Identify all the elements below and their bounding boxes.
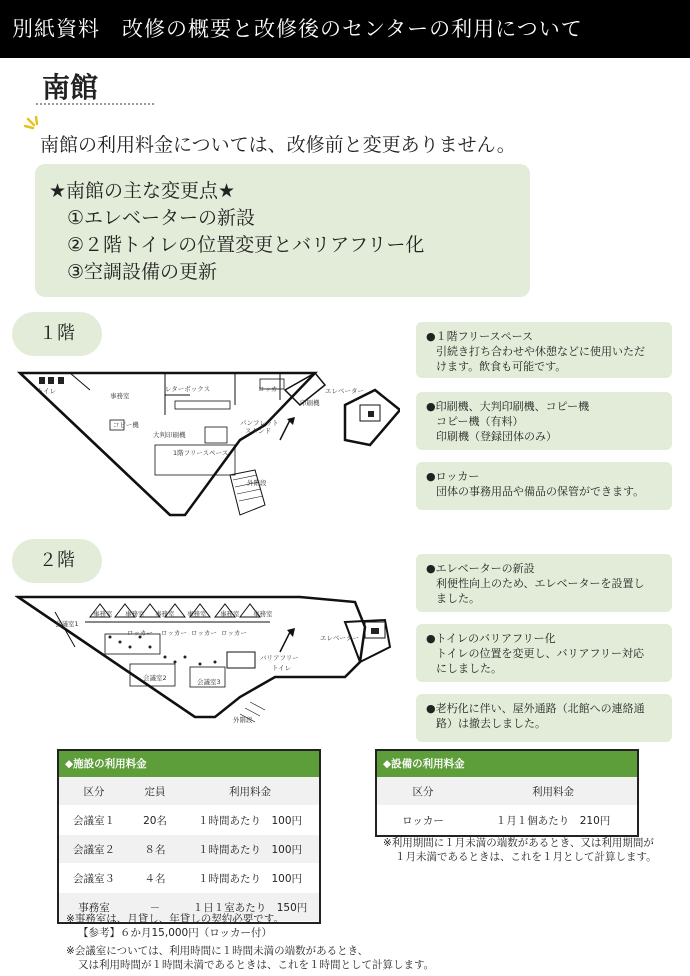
plan-label-free-space: 1階フリースペース xyxy=(173,449,229,457)
plan-label-office: 事務室 xyxy=(253,610,273,618)
equipment-fee-title: ◆設備の利用料金 xyxy=(377,751,637,777)
plan-label-bf-toilet: トイレ xyxy=(272,664,292,672)
document-header: 別紙資料 改修の概要と改修後のセンターの利用について xyxy=(0,0,690,58)
plan-label-pamphlet: パンフレット xyxy=(240,419,279,427)
plan-label-locker: ロッカー xyxy=(191,629,217,637)
table-cell: 会議室３ xyxy=(59,864,129,893)
plan-label-letterbox: レターボックス xyxy=(165,385,211,393)
info-title: ●ロッカー xyxy=(426,470,480,483)
column-header: 区分 xyxy=(377,777,469,806)
table-cell: 20名 xyxy=(129,806,181,835)
plan-label-bf-toilet: バリアフリー xyxy=(260,654,299,662)
info-body: 団体の事務用品や備品の保管ができます。 xyxy=(436,485,645,498)
info-body: にしました。 xyxy=(436,662,502,675)
column-header: 定員 xyxy=(129,777,181,806)
table-cell: １時間あたり 100円 xyxy=(181,806,319,835)
info-title: ●老朽化に伴い、屋外通路（北館への連絡通 xyxy=(426,702,645,715)
plan-label-toilet: トイレ xyxy=(37,387,57,395)
floor1-info-printers xyxy=(416,392,672,450)
info-body: コピー機（有料） xyxy=(436,415,524,428)
table-cell: ロッカー xyxy=(377,806,469,835)
floor1-plan xyxy=(15,365,400,525)
info-body: 引続き打ち合わせや休憩などに使用いただ xyxy=(436,345,645,358)
floor2-info-toilet xyxy=(416,624,672,682)
plan-label-meeting3: 会議室3 xyxy=(197,678,221,686)
plan-label-meeting1: 会議室1 xyxy=(55,620,79,628)
note-line: ※会議室については、利用時間に１時間未満の端数があるとき、 xyxy=(66,945,369,957)
plan-label-office: 事務室 xyxy=(125,610,145,618)
table-cell: 会議室２ xyxy=(59,835,129,864)
info-body: けます。飲食も可能です。 xyxy=(436,360,567,373)
note-line: 【参考】６か月15,000円（ロッカー付） xyxy=(78,927,273,939)
fee-unchanged-note: 南館の利用料金については、改修前と変更ありません。 xyxy=(40,134,516,156)
plan-label-office: 事務室 xyxy=(93,610,113,618)
table-cell: １日１室あたり 150円 xyxy=(181,893,319,922)
info-body: ました。 xyxy=(436,592,480,605)
table-cell: ４名 xyxy=(129,864,181,893)
title-underline xyxy=(36,103,154,105)
info-title: ●トイレのバリアフリー化 xyxy=(426,632,556,645)
column-header: 利用料金 xyxy=(181,777,319,806)
plan-label-office: 事務室 xyxy=(187,610,207,618)
table-cell: 事務室 xyxy=(59,893,129,922)
floor1-info-free-space xyxy=(416,322,672,378)
note-line: ※利用期間に１月未満の端数があるとき、又は利用期間が xyxy=(383,837,654,849)
info-title: ●エレベーターの新設 xyxy=(426,562,535,575)
info-body: トイレの位置を変更し、バリアフリー対応 xyxy=(436,647,645,660)
table-cell: 会議室１ xyxy=(59,806,129,835)
floor1-label: １階 xyxy=(12,312,102,356)
floor2-info-walkway xyxy=(416,694,672,742)
table-cell: １月１個あたり 210円 xyxy=(469,806,637,835)
plan-label-stairs: 外階段 xyxy=(233,716,253,724)
change-item: ③空調設備の更新 xyxy=(67,261,218,283)
main-changes-box xyxy=(35,164,530,297)
table-row xyxy=(59,835,319,864)
change-item: ②２階トイレの位置変更とバリアフリー化 xyxy=(67,234,425,256)
note-line: １月未満であるときは、これを１月として計算します。 xyxy=(395,851,657,863)
facility-fee-notes xyxy=(66,912,284,940)
plan-label-office: 事務室 xyxy=(220,610,240,618)
table-cell: ８名 xyxy=(129,835,181,864)
main-changes-title: ★南館の主な変更点★ xyxy=(49,180,236,202)
plan-label-elevator: エレベーター xyxy=(325,387,364,395)
plan-label-large-printer: 大判印刷機 xyxy=(153,431,186,439)
facility-fee-table xyxy=(57,749,321,924)
plan-label-elevator: エレベーター xyxy=(320,634,359,642)
note-line: 又は利用時間が１時間未満であるときは、これを１時間として計算します。 xyxy=(78,959,435,971)
plan-label-printer: 印刷機 xyxy=(300,399,320,407)
floor2-label: ２階 xyxy=(12,539,102,583)
note-line: ※事務室は、月貸し、年貸しの契約必要です。 xyxy=(66,913,284,925)
column-header: 利用料金 xyxy=(469,777,637,806)
plan-label-office: 事務室 xyxy=(155,610,175,618)
change-item: ①エレベーターの新設 xyxy=(67,207,256,229)
plan-label-copy: コピー機 xyxy=(113,421,139,429)
table-row xyxy=(59,806,319,835)
info-body: 印刷機（登録団体のみ） xyxy=(436,430,557,443)
plan-label-locker: ロッカー xyxy=(127,629,153,637)
equipment-fee-table xyxy=(375,749,639,837)
plan-label-locker: ロッカー xyxy=(221,629,247,637)
plan-label-pamphlet-stand: スタンド xyxy=(245,427,271,435)
floor2-info-elevator xyxy=(416,554,672,612)
info-title: ●１階フリースペース xyxy=(426,330,534,343)
info-body: 利便性向上のため、エレベーターを設置し xyxy=(436,577,645,590)
table-row xyxy=(377,806,637,835)
plan-label-locker: ロッカー xyxy=(161,629,187,637)
plan-label-stairs: 外階段 xyxy=(247,479,267,487)
floor1-info-locker xyxy=(416,462,672,510)
column-header: 区分 xyxy=(59,777,129,806)
floor2-plan xyxy=(15,592,405,732)
table-cell: － xyxy=(129,893,181,922)
plan-label-meeting2: 会議室2 xyxy=(143,674,167,682)
info-body: 路）は撤去しました。 xyxy=(436,717,546,730)
meeting-room-notes xyxy=(66,944,434,972)
building-name: 南館 xyxy=(42,71,99,104)
plan-label-office: 事務室 xyxy=(110,392,130,400)
table-cell: １時間あたり 100円 xyxy=(181,835,319,864)
info-title: ●印刷機、大判印刷機、コピー機 xyxy=(426,400,590,413)
equipment-fee-notes xyxy=(383,836,657,864)
table-cell: １時間あたり 100円 xyxy=(181,864,319,893)
table-row xyxy=(59,864,319,893)
plan-label-locker: ロッカー xyxy=(258,385,284,393)
facility-fee-title: ◆施設の利用料金 xyxy=(59,751,319,777)
